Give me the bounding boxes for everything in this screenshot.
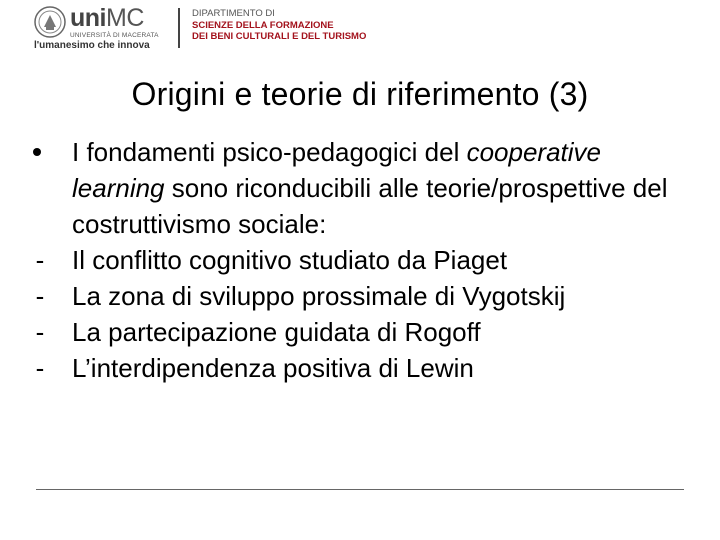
- department-name: [192, 8, 366, 43]
- logo-uni-text: uni: [70, 4, 106, 32]
- university-tagline: l'umanesimo che innova: [34, 40, 150, 51]
- slide-header: [0, 0, 720, 62]
- department-line-3: DEI BENI CULTURALI E DEL TURISMO: [192, 31, 367, 42]
- dash-marker: -: [35, 245, 45, 275]
- bottom-divider: [36, 489, 684, 490]
- dash-marker: -: [35, 317, 45, 347]
- dash-item-text: La partecipazione guidata di Rogoff: [72, 317, 481, 347]
- unimc-logo: [70, 4, 144, 33]
- slide-body: [30, 134, 700, 386]
- university-seal-icon: [34, 6, 66, 38]
- logo-mc-text: MC: [106, 4, 144, 32]
- dash-marker: -: [35, 281, 45, 311]
- university-name: [70, 32, 159, 39]
- bullet-text-italic: cooperative learning: [72, 137, 602, 203]
- department-line-1: DIPARTIMENTO DI: [192, 8, 275, 19]
- bullet-dot-icon: [33, 148, 41, 156]
- dash-item: [30, 242, 700, 278]
- header-divider: [178, 8, 180, 48]
- bullet-text-end: sono riconducibili alle teorie/prospettive del costruttivismo sociale:: [72, 173, 668, 239]
- slide-title: Origini e teorie di riferimento (3): [131, 76, 589, 112]
- dash-item-text: L’interdipendenza positiva di Lewin: [72, 353, 474, 383]
- dash-marker: -: [35, 353, 45, 383]
- dash-item: [30, 314, 700, 350]
- dash-item: [30, 350, 700, 386]
- dash-item: [30, 278, 700, 314]
- department-line-2: SCIENZE DELLA FORMAZIONE: [192, 19, 334, 31]
- dash-item-text: Il conflitto cognitivo studiato da Piaget: [72, 245, 508, 275]
- bullet-item: [30, 134, 700, 242]
- dash-item-text: La zona di sviluppo prossimale di Vygotskij: [72, 281, 566, 311]
- university-name-line: UNIVERSITÀ DI MACERATA: [70, 32, 159, 39]
- bullet-text-start: I fondamenti psico-pedagogici del: [72, 137, 467, 167]
